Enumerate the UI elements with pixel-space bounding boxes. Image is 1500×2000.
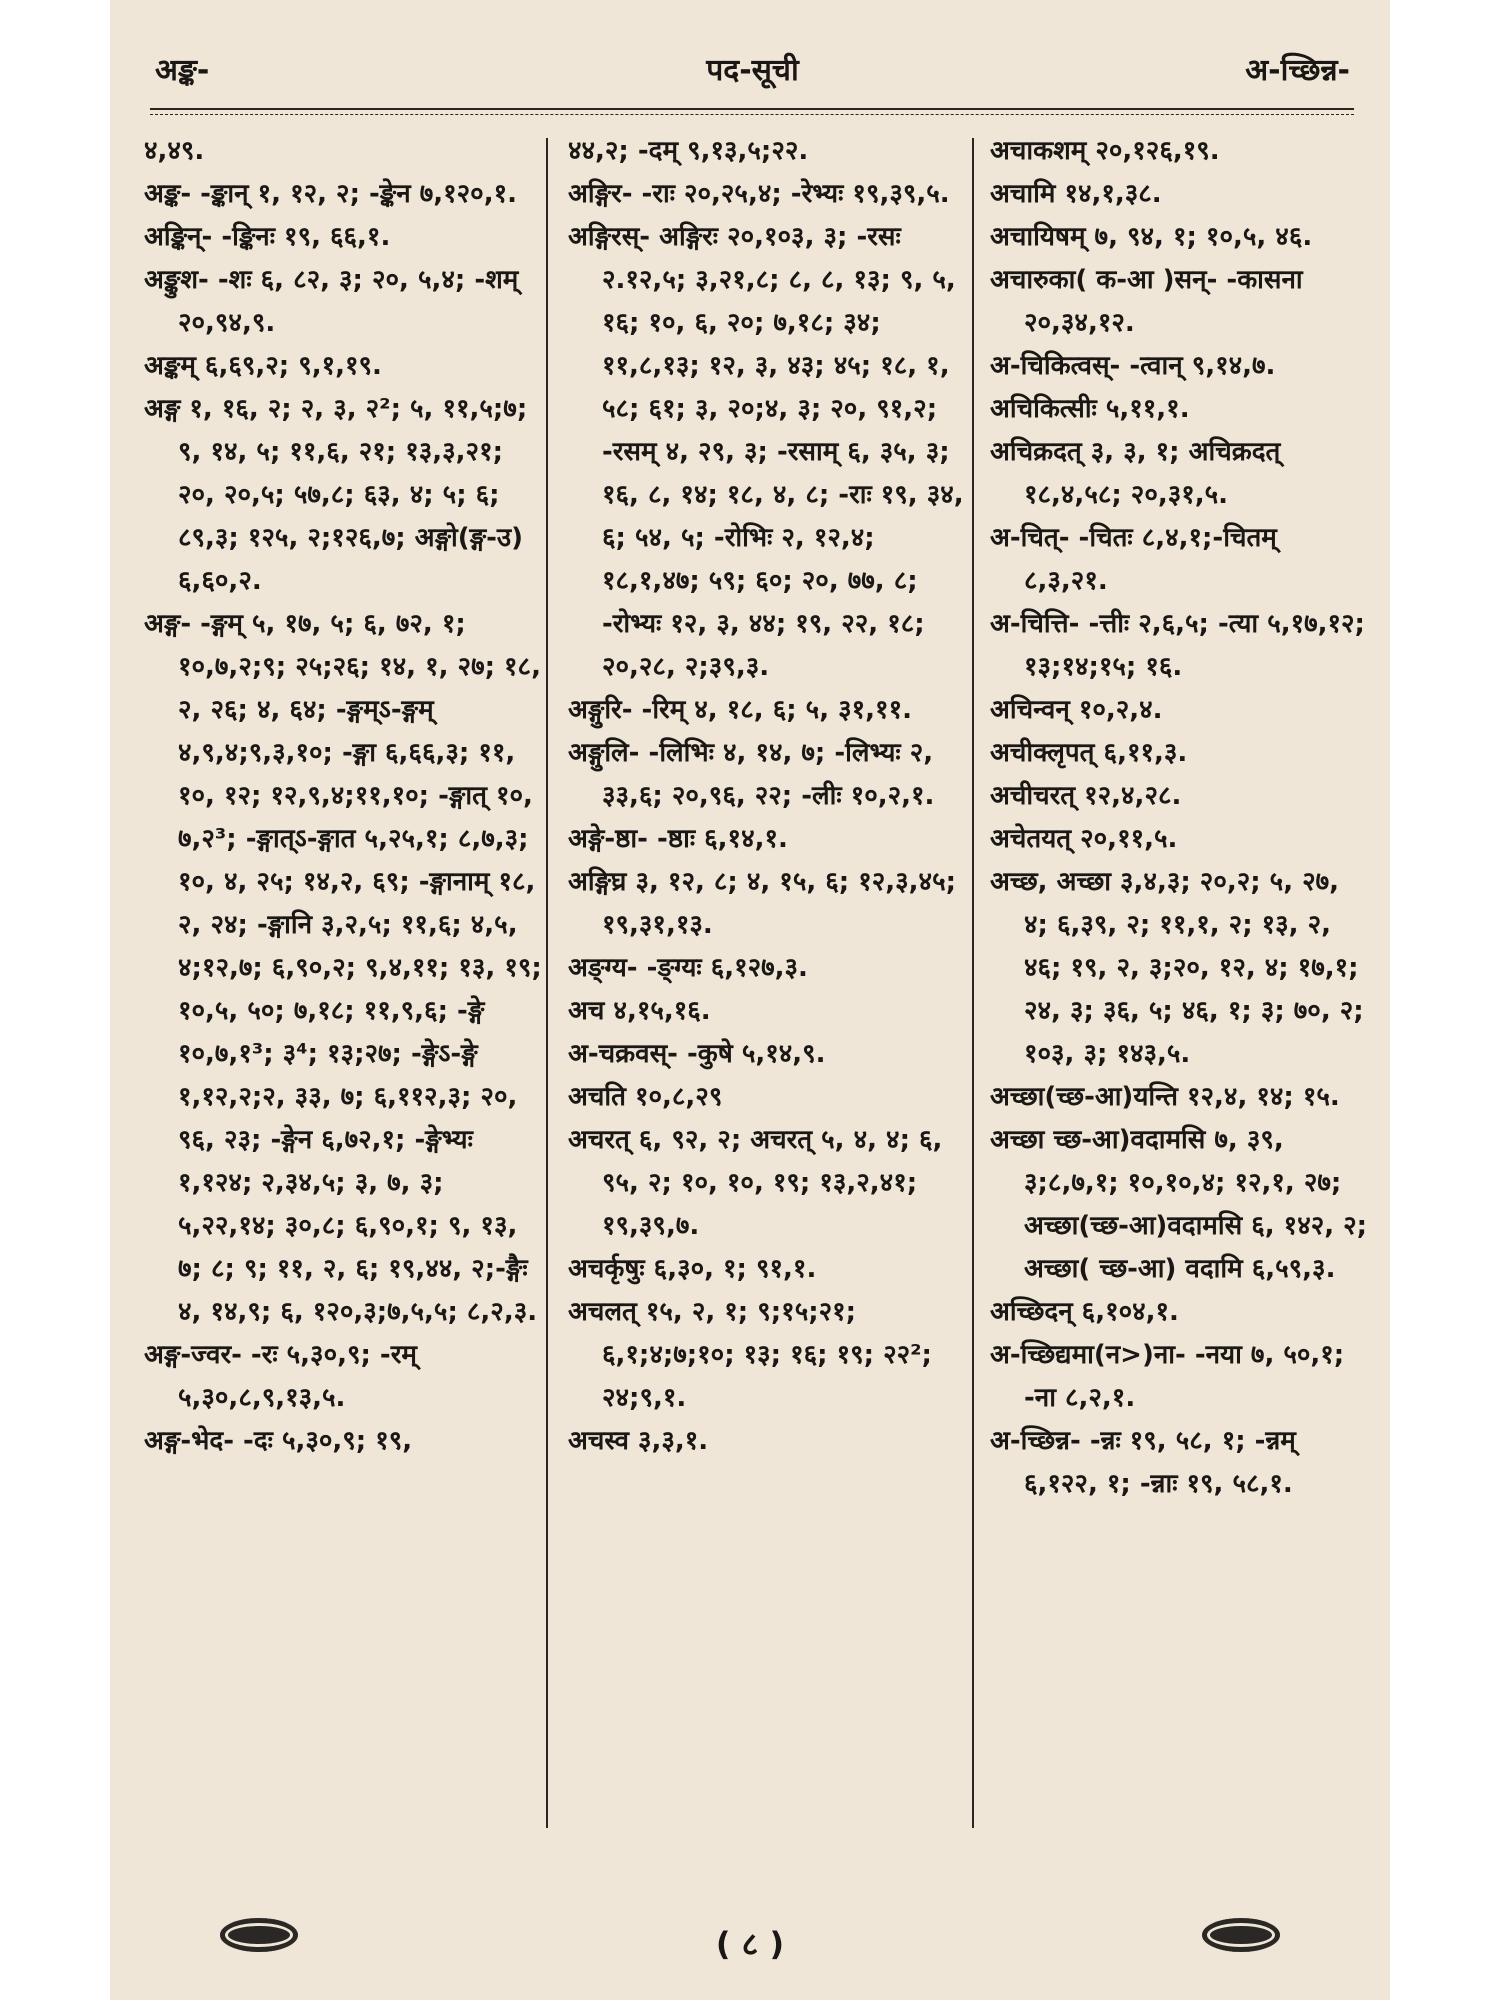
index-entry: अङ्कुश- -शः ६, ८२, ३; २०, ५,४; -शम् २०,९४,९. [144, 265, 519, 338]
index-entry: अङ्ग-भेद- -दः ५,३०,९; १९, [144, 1426, 413, 1456]
index-entry: अङ्ग्य- -ङ्ग्यः ६,१२७,३. [568, 953, 808, 983]
index-entry: अचीचरत् १२,४,२८. [990, 781, 1182, 811]
index-entry: अचिन्वन् १०,२,४. [990, 695, 1163, 725]
index-entry: अ-चक्रवस्- -कुषे ५,१४,९. [568, 1039, 826, 1069]
column-3 [990, 130, 1368, 1880]
index-entry: अङ्गिरस्- अङ्गिरः २०,१०३, ३; -रसः २.१२,५; ३,२१,८; ८, ८, १३; ९, ५, १६; १०, ६, २०; ७,१८; ३४; ११,८,१३; १२, ३, ४३; ४५; १८, १, ५८; ६१; ३, २०;४, ३; २०, ९१,२; -रसम् ४, २९, ३; -रसाम् ६, ३५, ३; १६, ८, १४; १८, ४, ८; -राः १९, ३४, ६; ५४, ५; -रोभिः २, १२,४; १८,१,४७; ५९; ६०; २०, ७७, ८; -रोभ्यः १२, ३, ४४; १९, २२, १८; २०,२८, २;३९,३. [568, 222, 964, 682]
index-entry: अचलत् १५, २, १; ९;१५;२१; ६,१;४;७;१०; १३; १६; १९; २२²; २४;९,१. [568, 1297, 932, 1413]
index-entry: अच्छा(च्छ-आ)यन्ति १२,४, १४; १५. [990, 1082, 1340, 1112]
index-entry: अच ४,१५,१६. [568, 996, 711, 1026]
dictionary-page [110, 0, 1390, 2000]
index-entry: अचस्व ३,३,१. [568, 1426, 709, 1456]
column-divider [546, 138, 548, 1828]
index-entry: अचिक्रदत् ३, ३, १; अचिक्रदत् १८,४,५८; २०,३१,५. [990, 437, 1281, 510]
page-header [155, 40, 1350, 90]
index-entry: अचायिषम् ७, ९४, १; १०,५, ४६. [990, 222, 1313, 252]
index-entry: अचेतयत् २०,११,५. [990, 824, 1178, 854]
index-entry: अचारुका( क-आ )सन्- -कासना २०,३४,१२. [990, 265, 1303, 338]
index-entry: अङ्गिघ्र ३, १२, ८; ४, १५, ६; १२,३,४५; १९,३१,१३. [568, 867, 956, 940]
index-entry: अच्छा च्छ-आ)वदामसि ७, ३९, ३;८,७,१; १०,१०,४; १२,१, २७; अच्छा(च्छ-आ)वदामसि ६, १४२, २; अच्छा( च्छ-आ) वदामि ६,५९,३. [990, 1125, 1368, 1284]
index-entry: अच्छ, अच्छा ३,४,३; २०,२; ५, २७, ४; ६,३९, २; ११,१, २; १३, २, ४६; १९, २, ३;२०, १२, ४; १७,१; २४, ३; ३६, ५; ४६, १; ३; ७०, २; १०३, ३; १४३,५. [990, 867, 1364, 1069]
index-entry: अचीक्लृपत् ६,११,३. [990, 738, 1188, 768]
header-left-catchword: अङ्क- [155, 53, 210, 88]
index-entry: अ-चित्ति- -त्तीः २,६,५; -त्या ५,१७,१२; १३;१४;१५; १६. [990, 609, 1365, 682]
index-entry: अचाकशम् २०,१२६,१९. [990, 136, 1220, 166]
ornament-right-icon [1202, 1918, 1280, 1952]
index-entry: अङ्ग-ज्वर- -रः ५,३०,९; -रम् ५,३०,८,९,१३,५. [144, 1340, 417, 1413]
index-entry: अङ्किन्- -ङ्किनः १९, ६६,१. [144, 222, 391, 252]
index-entry: अङ्गुलि- -लिभिः ४, १४, ७; -लिभ्यः २, ३३,६; २०,९६, २२; -लीः १०,२,१. [568, 738, 935, 811]
index-entry: अङ्गुरि- -रिम् ४, १८, ६; ५, ३१,११. [568, 695, 912, 725]
column-1 [144, 130, 544, 1880]
column-2 [568, 130, 968, 1880]
index-entry: अङ्गिर- -राः २०,२५,४; -रेभ्यः १९,३९,५. [568, 179, 950, 209]
index-entry: अचति १०,८,२९ [568, 1082, 723, 1112]
index-entry: अचिकित्सीः ५,११,१. [990, 394, 1190, 424]
index-entry: अङ्क- -ङ्कान् १, १२, २; -ङ्केन ७,१२०,१. [144, 179, 517, 209]
column-divider [972, 138, 974, 1828]
index-entry: अ-च्छिद्यमा(न>)ना- -नया ७, ५०,१; -ना ८,२,१. [990, 1340, 1345, 1413]
index-entry: अचामि १४,१,३८. [990, 179, 1162, 209]
header-rule [150, 108, 1354, 120]
page-number: ( ८ ) [715, 1925, 785, 1963]
index-entry: अङ्गे-ष्ठा- -ष्ठाः ६,१४,१. [568, 824, 788, 854]
header-right-catchword: अ-च्छिन्न- [1245, 53, 1350, 88]
index-entry: अङ्ग १, १६, २; २, ३, २²; ५, ११,५;७; ९, १४, ५; ११,६, २१; १३,३,२१; २०, २०,५; ५७,८; ६३, ४; ५; ६; ८९,३; १२५, २;१२६,७; अङ्गो(ङ्ग-उ) ६,६०,२. [144, 394, 528, 596]
index-entry: अच्छिदन् ६,१०४,१. [990, 1297, 1179, 1327]
header-title: पद-सूची [706, 53, 799, 88]
index-entry: अङ्कम् ६,६९,२; ९,१,१९. [144, 351, 382, 381]
index-entry: ४४,२; -दम् ९,१३,५;२२. [568, 136, 809, 166]
index-entry: ४,४९. [144, 136, 205, 166]
index-entry: अ-चित्- -चितः ८,४,१;-चितम् ८,३,२१. [990, 523, 1277, 596]
index-entry: अचर्कृषुः ६,३०, १; ९१,१. [568, 1254, 817, 1284]
index-entry: अचरत् ६, ९२, २; अचरत् ५, ४, ४; ६, ९५, २; १०, १०, १९; १३,२,४१; १९,३९,७. [568, 1125, 943, 1241]
index-entry: अङ्ग- -ङ्गम् ५, १७, ५; ६, ७२, १; १०,७,२;९; २५;२६; १४, १, २७; १८, २, २६; ४, ६४; -ङ्गम्ऽ-ङ्गम् ४,९,४;९,३,१०; -ङ्गा ६,६६,३; ११, १०, १२; १२,९,४;११,१०; -ङ्गात् १०, ७,२³; -ङ्गात्ऽ-ङ्गात ५,२५,१; ८,७,३; १०, ४, २५; १४,२, ६९; -ङ्गानाम् १८, २, २४; -ङ्गानि ३,२,५; ११,६; ४,५, ४;१२,७; ६,९०,२; ९,४,११; १३, १९; १०,५, ५०; ७,१८; ११,९,६; -ङ्गे १०,७,१³; ३⁴; १३;२७; -ङ्गेऽ-ङ्गे १,१२,२;२, ३३, ७; ६,११२,३; २०, ९६, २३; -ङ्गेन ६,७२,१; -ङ्गेभ्यः १,१२४; २,३४,५; ३, ७, ३; ५,२२,१४; ३०,८; ६,९०,१; ९, १३, ७; ८; ९; ११, २, ६; १९,४४, २;-ङ्गैः ४, १४,९; ६, १२०,३;७,५,५; ८,२,३. [144, 609, 542, 1327]
index-entry: अ-चिकित्वस्- -त्वान् ९,१४,७. [990, 351, 1276, 381]
index-entry: अ-च्छिन्न- -न्नः १९, ५८, १; -न्नम् ६,१२२, १; -न्नाः १९, ५८,१. [990, 1426, 1296, 1499]
